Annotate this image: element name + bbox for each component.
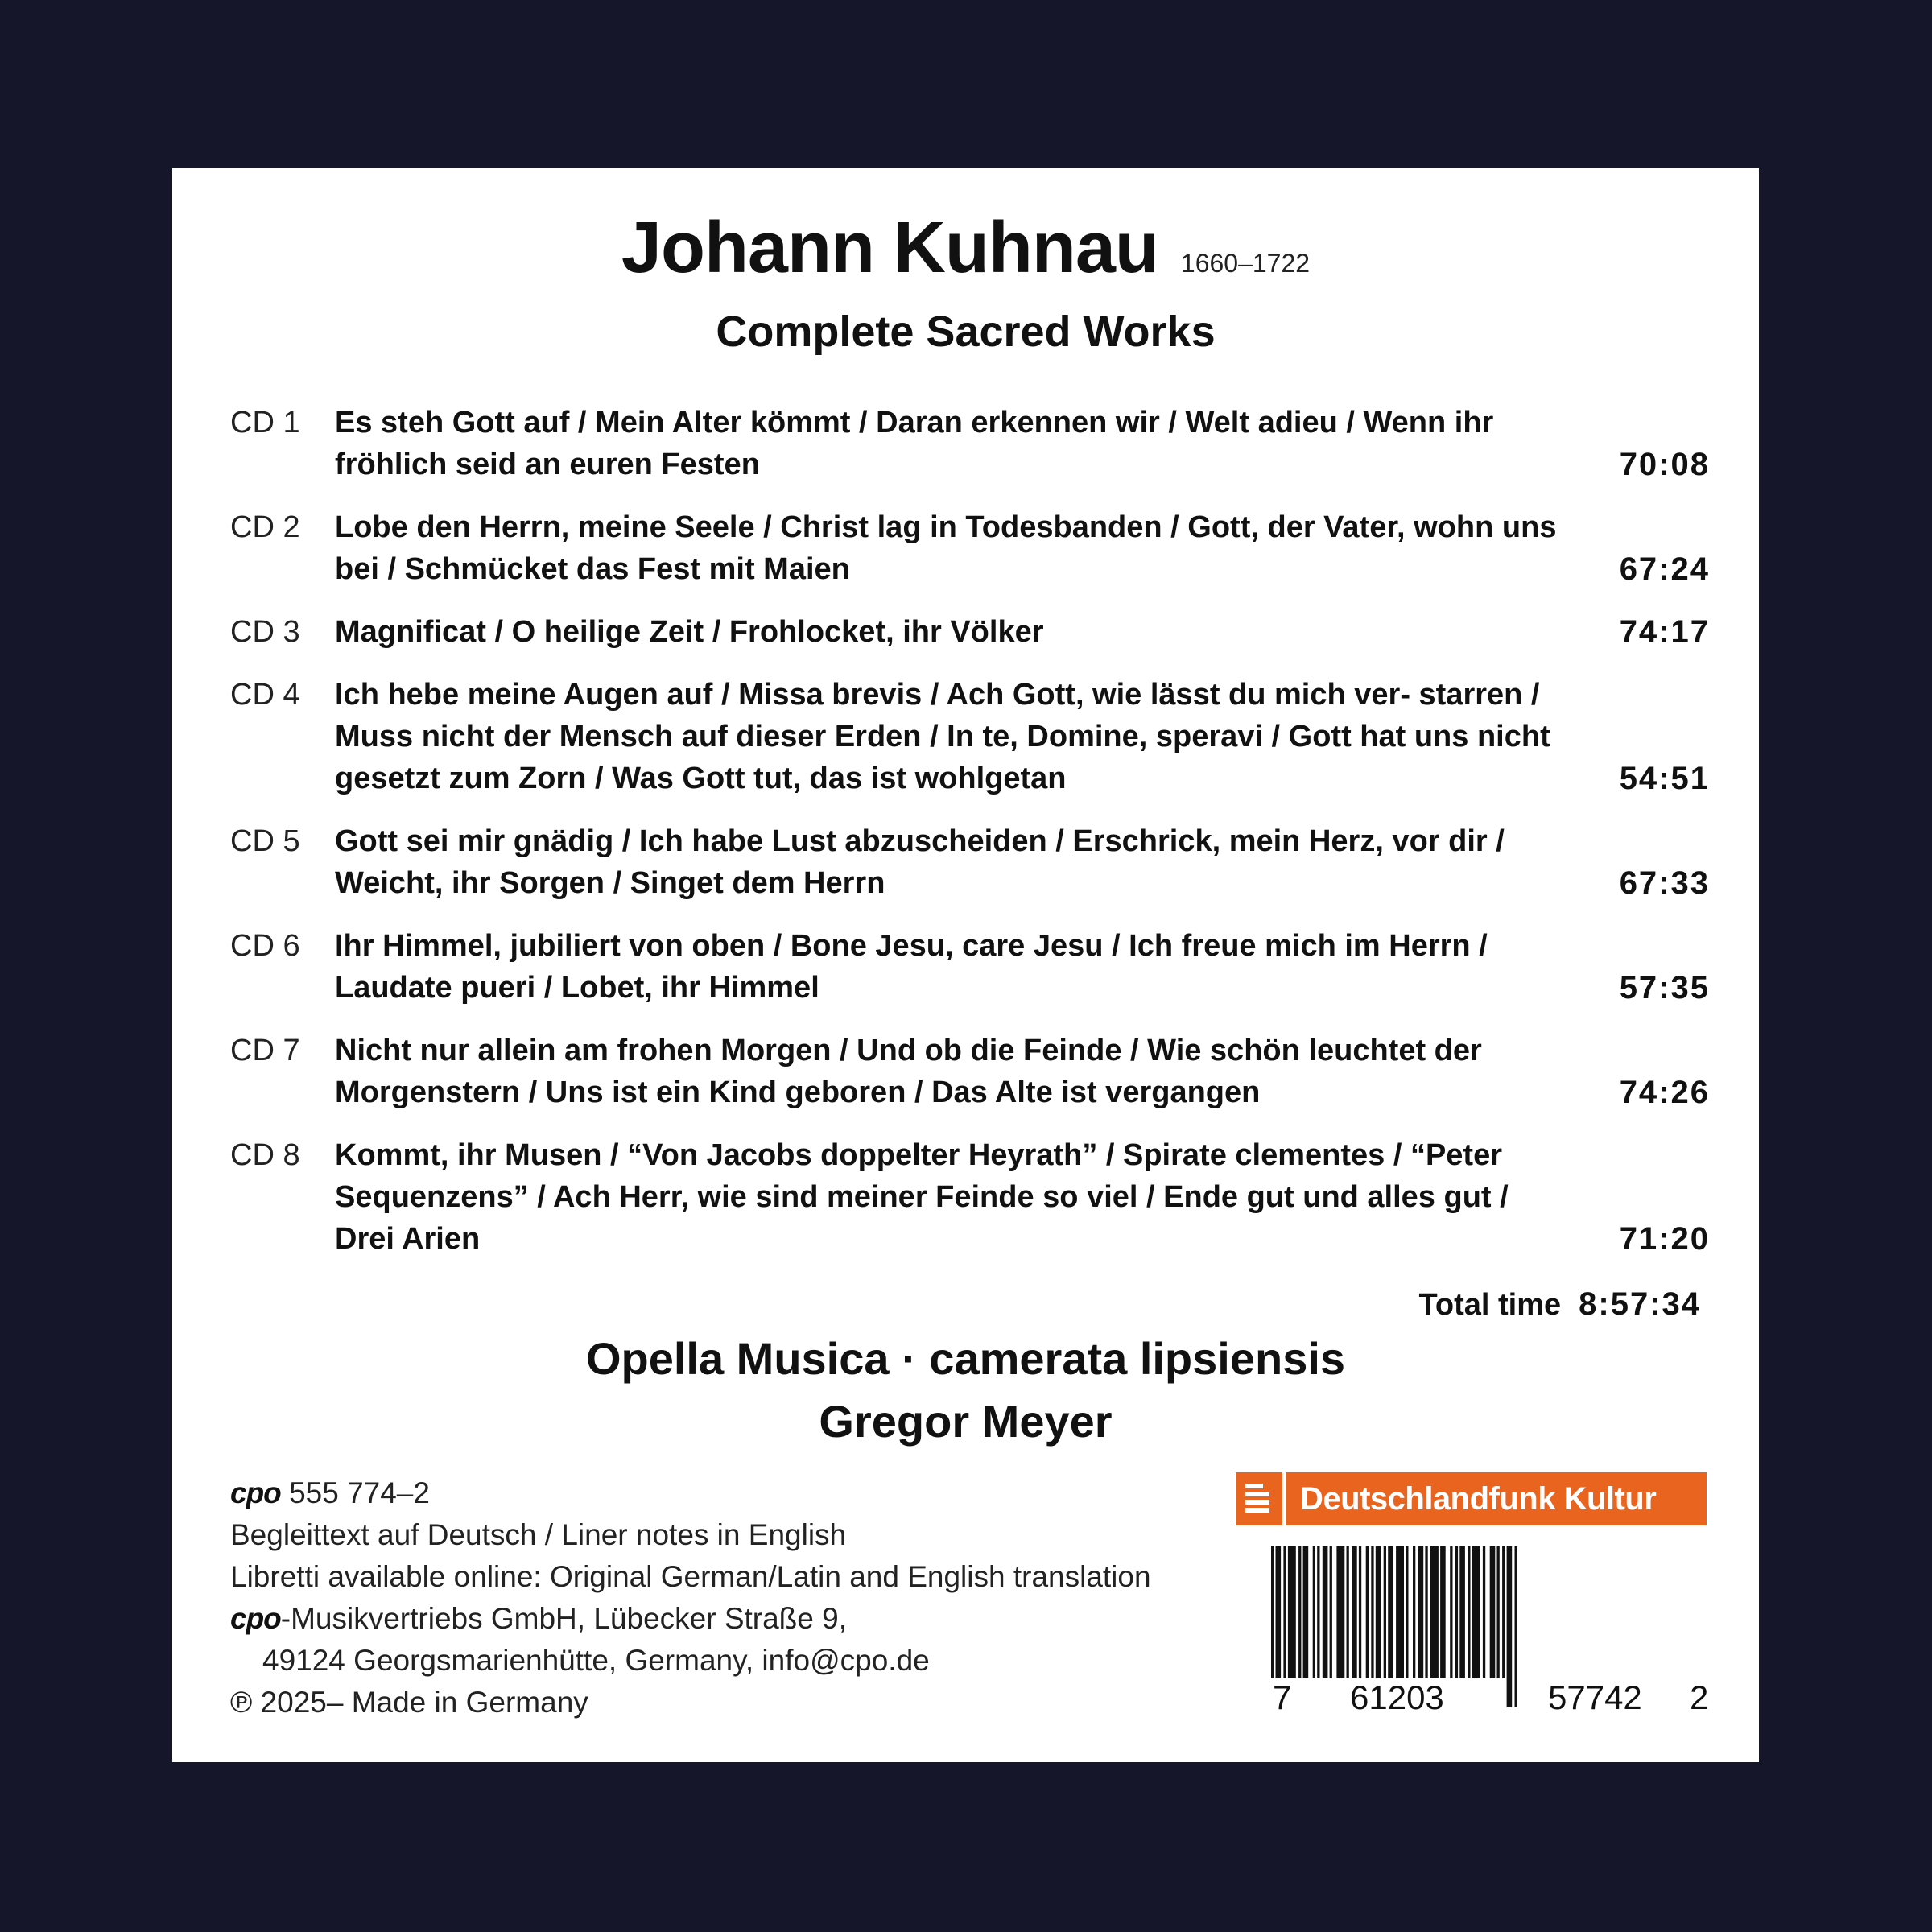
cd-label: CD 2 (230, 510, 300, 544)
publisher-line (230, 1598, 1151, 1640)
barcode-bar (1396, 1546, 1404, 1678)
barcode-bar (1336, 1546, 1344, 1678)
cd-works: Nicht nur allein am frohen Morgen / Und ob die Feinde / Wie schön leuchtet der Morgenstern / Uns ist ein Kind geboren / Das Alte ist vergangen (335, 1034, 1482, 1109)
barcode-bar (1288, 1546, 1296, 1678)
cd-works: Ihr Himmel, jubiliert von oben / Bone Jesu, care Jesu / Ich freue mich im Herrn / Laudate pueri / Lobet, ihr Himmel (335, 929, 1488, 1005)
barcode-bar (1347, 1546, 1349, 1678)
deutschlandfunk-kultur-logo (1236, 1472, 1707, 1525)
conductor: Gregor Meyer (819, 1396, 1113, 1447)
barcode-bar (1490, 1546, 1496, 1678)
cpo-logo: cpo (230, 1602, 281, 1635)
cd-works: Lobe den Herrn, meine Seele / Christ lag in Todesbanden / Gott, der Vater, wohn uns bei / Schmücket das Fest mit Maien (335, 510, 1557, 586)
barcode-bar (1330, 1546, 1332, 1678)
barcode-bar (1430, 1546, 1439, 1678)
cd-entry (230, 1030, 1710, 1113)
composer-heading (172, 207, 1759, 290)
barcode-bar (1317, 1546, 1319, 1678)
barcode-bar (1371, 1546, 1373, 1678)
barcode-bar (1352, 1546, 1357, 1678)
total-time (1418, 1283, 1701, 1326)
barcode-group-1: 61203 (1347, 1678, 1447, 1717)
composer-dates: 1660–1722 (1180, 249, 1311, 278)
barcode-bar (1450, 1546, 1452, 1678)
ensembles: Opella Musica · camerata lipsiensis (585, 1333, 1346, 1384)
publisher-address: 49124 Georgsmarienhütte, Germany, info@cpo.de (262, 1644, 930, 1677)
liner-notes: Begleittext auf Deutsch / Liner notes in English (230, 1518, 847, 1551)
composer-name: Johann Kuhnau (621, 208, 1158, 288)
cd-label: CD 7 (230, 1034, 300, 1067)
barcode-bar (1497, 1546, 1500, 1678)
total-time-label: Total time (1418, 1288, 1562, 1322)
cd-duration: 70:08 (1619, 447, 1710, 482)
barcode-bar (1483, 1546, 1485, 1678)
cd-entry (230, 1134, 1710, 1260)
total-time-value: 8:57:34 (1579, 1286, 1701, 1322)
cd-entry (230, 820, 1710, 904)
barcode-bar (1455, 1546, 1458, 1678)
performers (172, 1327, 1759, 1453)
barcode-bar (1468, 1546, 1470, 1678)
cpo-logo: cpo (230, 1476, 281, 1509)
cd-works: Es steh Gott auf / Mein Alter kömmt / Daran erkennen wir / Welt adieu / Wenn ihr fröhlich seid an euren Festen (335, 406, 1494, 481)
cd-entry (230, 674, 1710, 799)
barcode-bar (1323, 1546, 1328, 1678)
publisher-name: -Musikvertriebs GmbH, Lübecker Straße 9, (280, 1602, 847, 1635)
cd-entry (230, 506, 1710, 590)
barcode-group-2: 57742 (1545, 1678, 1645, 1717)
cd-duration: 74:17 (1619, 614, 1710, 650)
cd-duration: 67:24 (1619, 551, 1710, 587)
copyright: ℗ 2025– Made in Germany (230, 1686, 588, 1719)
cd-entry (230, 611, 1710, 653)
barcode-bar (1418, 1546, 1424, 1678)
cd-label: CD 8 (230, 1138, 300, 1172)
libretti-note: Libretti available online: Original German/Latin and English translation (230, 1560, 1151, 1593)
cd-entry (230, 402, 1710, 485)
back-cover-panel (172, 168, 1759, 1762)
cd-entry (230, 925, 1710, 1009)
cd-duration: 71:20 (1619, 1221, 1710, 1257)
barcode-bar (1313, 1546, 1315, 1678)
cd-duration: 67:33 (1619, 865, 1710, 901)
barcode-bar (1359, 1546, 1361, 1678)
barcode-bar (1376, 1546, 1381, 1678)
cd-duration: 57:35 (1619, 970, 1710, 1005)
cd-works: Kommt, ihr Musen / “Von Jacobs doppelter Heyrath” / Spirate clementes / “Peter Sequenzens” / Ach Herr, wie sind meiner Feinde so viel / Ende gut und alles gut / Drei Arien (335, 1138, 1509, 1256)
catalog-line (230, 1472, 1151, 1514)
barcode-digits (1269, 1678, 1720, 1720)
barcode-bar (1440, 1546, 1446, 1678)
barcode-bar (1425, 1546, 1427, 1678)
catalog-number: 555 774–2 (289, 1476, 430, 1509)
barcode-bar (1303, 1546, 1309, 1678)
cd-works: Magnificat / O heilige Zeit / Frohlocket, ihr Völker (335, 615, 1044, 649)
barcode-bar (1283, 1546, 1286, 1678)
cd-works: Gott sei mir gnädig / Ich habe Lust abzuscheiden / Erschrick, mein Herz, vor dir / Weicht, ihr Sorgen / Singet dem Herrn (335, 824, 1505, 900)
broadcaster-name: Deutschlandfunk Kultur (1300, 1480, 1657, 1517)
broadcaster-mark-icon (1236, 1472, 1286, 1525)
barcode-bar (1472, 1546, 1480, 1678)
cd-duration: 54:51 (1619, 761, 1710, 796)
barcode-last-digit: 2 (1686, 1678, 1711, 1717)
barcode-bar (1502, 1546, 1505, 1678)
cd-label: CD 3 (230, 615, 300, 649)
barcode-bar (1298, 1546, 1301, 1678)
album-subtitle: Complete Sacred Works (716, 308, 1216, 356)
cd-works: Ich hebe meine Augen auf / Missa brevis / Ach Gott, wie lässt du mich ver- starren / Muss nicht der Mensch auf dieser Erden / In te, Domine, speravi / Gott hat uns nicht gesetzt zum Zorn / Was Gott tut, das ist wohlgetan (335, 678, 1550, 795)
barcode-bar (1459, 1546, 1465, 1678)
cd-label: CD 1 (230, 406, 300, 440)
cd-label: CD 6 (230, 929, 300, 963)
release-info (230, 1472, 1151, 1724)
barcode-bar (1413, 1546, 1415, 1678)
cd-duration: 74:26 (1619, 1075, 1710, 1110)
cd-label: CD 4 (230, 678, 300, 712)
barcode-bar (1366, 1546, 1368, 1678)
barcode-first-digit: 7 (1269, 1678, 1294, 1717)
cd-label: CD 5 (230, 824, 300, 858)
barcode-bar (1406, 1546, 1408, 1678)
